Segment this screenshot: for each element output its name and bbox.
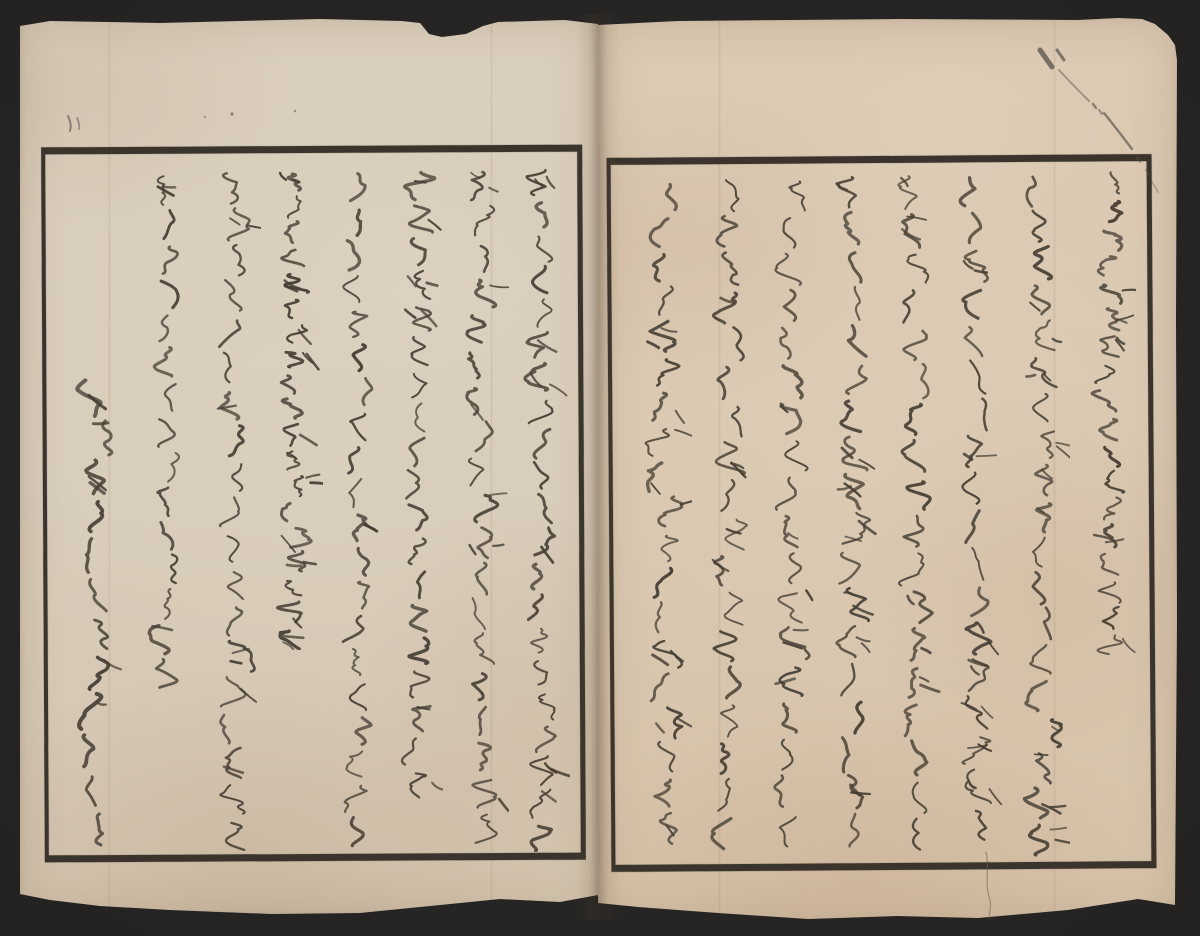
text-column-left-5 (267, 168, 323, 650)
text-column-right-2 (1014, 172, 1070, 858)
text-column-right-4 (887, 173, 943, 852)
text-column-left-6 (205, 170, 261, 853)
text-column-right-8 (636, 178, 692, 845)
text-column-left-4 (329, 170, 385, 848)
left-page (20, 17, 598, 915)
text-column-left-1 (514, 165, 570, 852)
text-column-left-2 (453, 168, 509, 845)
right-page (598, 18, 1177, 925)
text-column-right-3 (949, 172, 1005, 842)
text-column-left-7 (138, 172, 194, 690)
text-column-right-1 (1080, 170, 1136, 658)
text-column-right-6 (763, 175, 819, 848)
text-column-right-7 (701, 175, 757, 852)
text-column-left-3 (391, 168, 447, 800)
text-column-left-8-signature (67, 378, 123, 848)
text-column-right-5 (825, 172, 881, 848)
